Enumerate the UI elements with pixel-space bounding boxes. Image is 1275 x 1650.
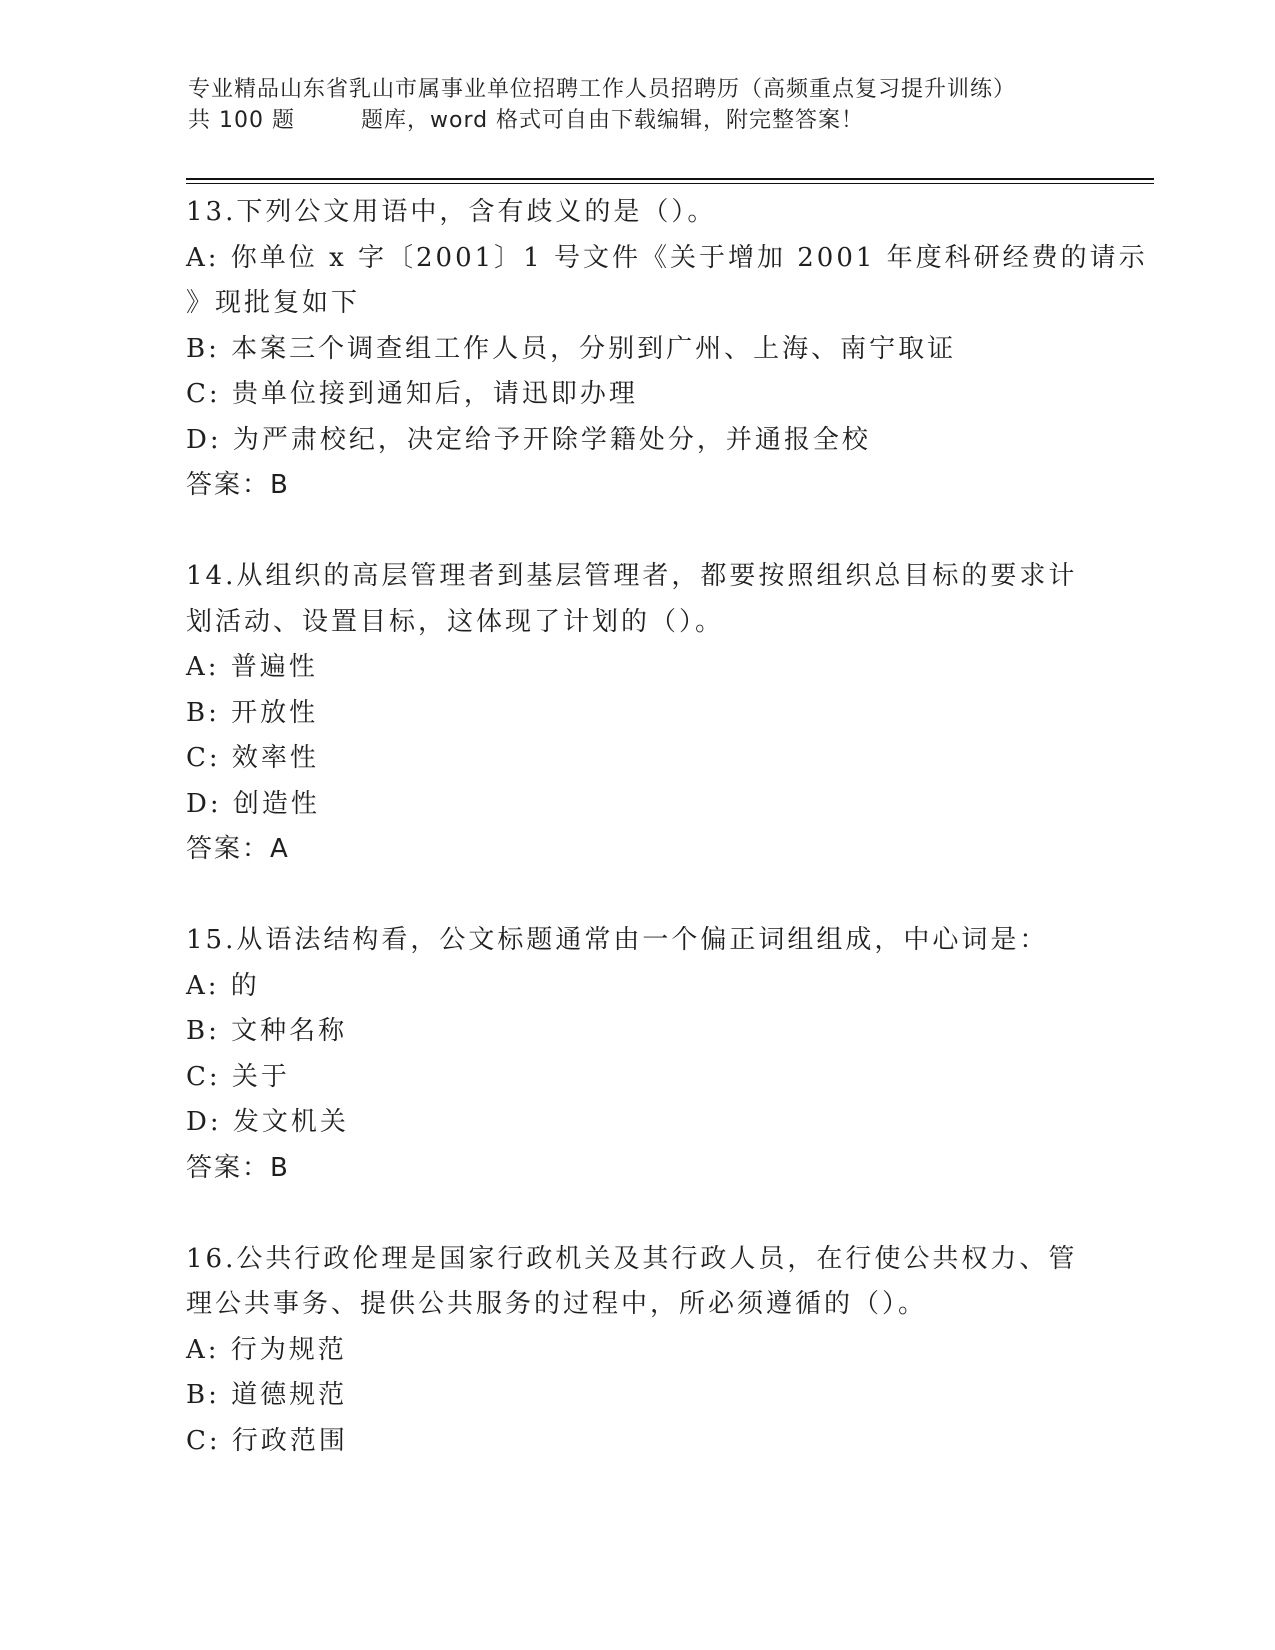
question-option: A: 行为规范 xyxy=(186,1334,347,1365)
question-stem: 16.公共行政伦理是国家行政机关及其行政人员，在行使公共权力、管 xyxy=(186,1243,1078,1274)
question-option: A: 你单位 x 字〔2001〕1 号文件《关于增加 2001 年度科研经费的请示 xyxy=(186,242,1148,273)
question-stem: 14.从组织的高层管理者到基层管理者，都要按照组织总目标的要求计 xyxy=(186,561,1078,591)
question-answer: 答案：B xyxy=(186,470,290,500)
question-answer: 答案：B xyxy=(186,1152,290,1183)
question-answer: 答案：A xyxy=(186,834,290,864)
header-subtitle-line xyxy=(188,105,1088,136)
header-divider-thick xyxy=(186,178,1154,180)
question-stem: 13.下列公文用语中，含有歧义的是（）。 xyxy=(186,197,717,227)
question-option: D: 创造性 xyxy=(186,788,320,819)
question-list xyxy=(186,190,1148,1464)
question-option: B: 开放性 xyxy=(186,697,319,728)
question-stem: 15.从语法结构看，公文标题通常由一个偏正词组组成，中心词是： xyxy=(186,925,1049,955)
question-block xyxy=(186,918,1086,1191)
document-header xyxy=(188,74,1088,136)
header-question-count: 共 100 题 xyxy=(188,108,295,133)
question-option: D: 发文机关 xyxy=(186,1107,349,1137)
question-option: C: 贵单位接到通知后，请迅即办理 xyxy=(186,379,638,409)
question-spacer xyxy=(186,873,1086,919)
header-description: 题库，word 格式可自由下载编辑，附完整答案！ xyxy=(360,108,865,133)
question-option: D: 为严肃校纪，决定给予开除学籍处分，并通报全校 xyxy=(186,424,871,455)
question-option: A: 普遍性 xyxy=(186,652,318,682)
question-option: C: 行政范围 xyxy=(186,1425,348,1456)
question-stem: 划活动、设置目标，这体现了计划的（）。 xyxy=(186,606,725,637)
question-option: B: 文种名称 xyxy=(186,1016,348,1046)
header-title-line: 专业精品山东省乳山市属事业单位招聘工作人员招聘历（高频重点复习提升训练） xyxy=(188,77,1017,102)
question-option: C: 效率性 xyxy=(186,743,319,773)
question-option: B: 道德规范 xyxy=(186,1380,348,1410)
question-block xyxy=(186,554,1086,873)
question-stem: 理公共事务、提供公共服务的过程中，所必须遵循的（）。 xyxy=(186,1289,928,1319)
question-option: B: 本案三个调查组工作人员，分别到广州、上海、南宁取证 xyxy=(186,333,957,364)
question-block xyxy=(186,1237,1086,1465)
question-option: C: 关于 xyxy=(186,1061,290,1092)
question-option: 》现批复如下 xyxy=(186,288,361,318)
question-spacer xyxy=(186,1191,1086,1237)
question-spacer xyxy=(186,509,1086,555)
question-option: A: 的 xyxy=(186,970,260,1001)
header-divider-thin xyxy=(186,183,1154,184)
question-block xyxy=(186,190,1148,509)
